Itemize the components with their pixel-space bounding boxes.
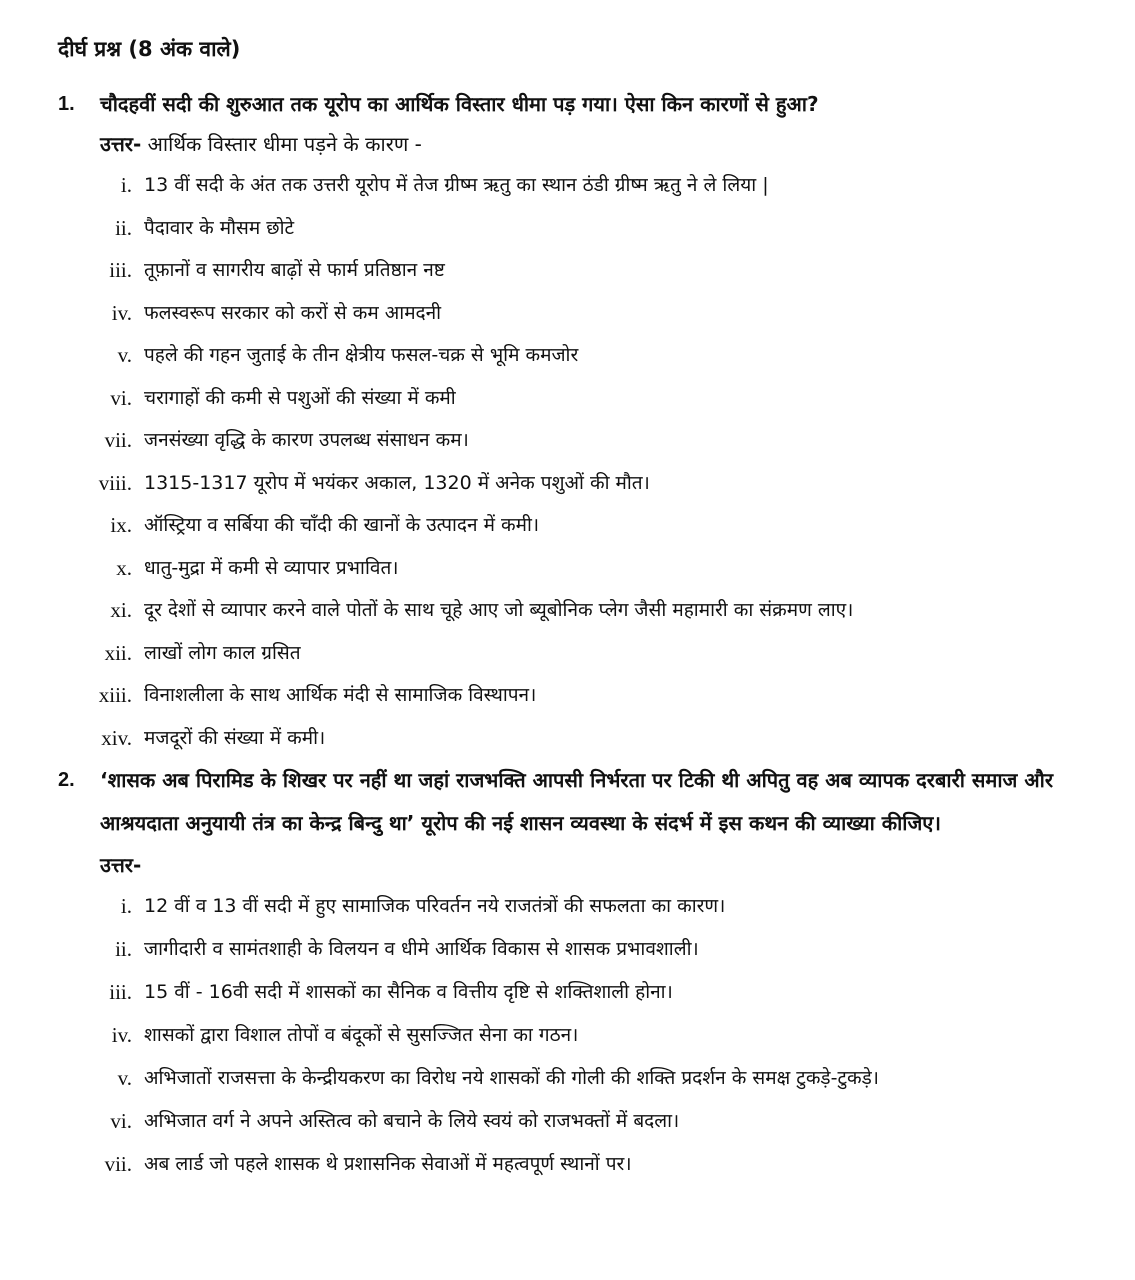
item-number: i. (120, 173, 132, 197)
list-item (58, 377, 1115, 420)
question-2 (58, 759, 1115, 1186)
item-text: पैदावार के मौसम छोटे (144, 216, 295, 239)
question-2-heading (58, 759, 1115, 845)
item-number: i. (120, 894, 132, 918)
list-item (58, 334, 1115, 377)
list-item (58, 1143, 1115, 1186)
list-item (58, 207, 1115, 250)
item-number: iii. (109, 980, 132, 1004)
item-number: ii. (115, 215, 132, 240)
item-number: iv. (111, 300, 132, 325)
question-1-heading (58, 84, 1115, 124)
item-number: v. (117, 1066, 132, 1090)
item-text: जागीदारी व सामंतशाही के विलयन व धीमे आर्थिक विकास से शासक प्रभावशाली। (144, 938, 699, 960)
list-item (58, 674, 1115, 717)
answer-intro: आर्थिक विस्तार धीमा पड़ने के कारण - (141, 132, 422, 156)
list-item (58, 1057, 1115, 1100)
section-title: दीर्घ प्रश्न (8 अंक वाले) (58, 37, 241, 61)
list-item (58, 1014, 1115, 1057)
item-number: iii. (109, 258, 132, 282)
question-text: चौदहवीं सदी की शुरुआत तक यूरोप का आर्थिक विस्तार धीमा पड़ गया। ऐसा किन कारणों से हुआ? (100, 92, 819, 116)
item-text: पहले की गहन जुताई के तीन क्षेत्रीय फसल-चक्र से भूमि कमजोर (144, 344, 579, 366)
question-number: 2. (58, 769, 75, 791)
answer-label-row (100, 124, 1115, 164)
answer-label: उत्तर- (100, 132, 142, 156)
item-text: 1315-1317 यूरोप में भयंकर अकाल, 1320 में अनेक पशुओं की मौत। (144, 471, 650, 494)
item-text: तूफ़ानों व सागरीय बाढ़ों से फार्म प्रतिष्ठान नष्ट (144, 259, 445, 281)
list-item (58, 164, 1115, 207)
item-text: 12 वीं व 13 वीं सदी में हुए सामाजिक परिवर्तन नये राजतंत्रों की सफलता का कारण। (144, 895, 726, 917)
list-item (58, 589, 1115, 632)
item-number: xiii. (98, 683, 132, 707)
item-text: अब लार्ड जो पहले शासक थे प्रशासनिक सेवाओं में महत्वपूर्ण स्थानों पर। (144, 1153, 632, 1175)
question-number: 1. (58, 93, 75, 115)
list-item (58, 547, 1115, 590)
list-item (58, 504, 1115, 547)
answer-label: उत्तर- (100, 853, 142, 877)
item-number: viii. (98, 470, 132, 495)
list-item (58, 462, 1115, 505)
item-number: iv. (111, 1023, 132, 1047)
list-item (58, 1100, 1115, 1143)
question-text: ‘शासक अब पिरामिड के शिखर पर नहीं था जहां राजभक्ति आपसी निर्भरता पर टिकी थी अपितु वह अब व्यापक दरबारी समाज और आश्रयदाता अनुयायी तंत्र का केन्द्र बिन्दु था’ यूरोप की नई शासन व्यवस्था के संदर्भ में इस कथन की व्याख्या कीजिए। (100, 768, 1053, 835)
item-number: xi. (110, 598, 132, 622)
item-text: फलस्वरूप सरकार को करों से कम आमदनी (144, 301, 442, 324)
item-number: x. (116, 555, 132, 580)
question-1 (58, 84, 1115, 759)
list-item (58, 632, 1115, 675)
item-text: अभिजातों राजसत्ता के केन्द्रीयकरण का विरोध नये शासकों की गोली की शक्ति प्रदर्शन के समक्ष टुकड़े-टुकड़े। (144, 1067, 879, 1089)
item-text: धातु-मुद्रा में कमी से व्यापार प्रभावित। (144, 556, 399, 579)
item-number: xiv. (101, 725, 132, 750)
item-number: vi. (110, 1109, 132, 1133)
item-text: अभिजात वर्ग ने अपने अस्तित्व को बचाने के लिये स्वयं को राजभक्तों में बदला। (144, 1110, 680, 1132)
item-number: xii. (104, 640, 132, 665)
answer-list (58, 885, 1115, 1186)
item-number: vi. (110, 385, 132, 410)
item-number: ix. (110, 513, 132, 537)
item-text: लाखों लोग काल ग्रसित (144, 641, 301, 664)
list-item (58, 971, 1115, 1014)
item-text: 13 वीं सदी के अंत तक उत्तरी यूरोप में तेज ग्रीष्म ऋतु का स्थान ठंडी ग्रीष्म ऋतु ने ले लिया | (144, 174, 769, 196)
item-text: जनसंख्या वृद्धि के कारण उपलब्ध संसाधन कम। (144, 429, 469, 451)
item-text: विनाशलीला के साथ आर्थिक मंदी से सामाजिक विस्थापन। (144, 684, 537, 706)
item-text: चरागाहों की कमी से पशुओं की संख्या में कमी (144, 386, 456, 409)
answer-label-row (100, 845, 1115, 885)
item-text: ऑस्ट्रिया व सर्बिया की चाँदी की खानों के उत्पादन में कमी। (144, 514, 540, 536)
list-item (58, 717, 1115, 760)
answer-list (58, 164, 1115, 759)
list-item (58, 419, 1115, 462)
list-item (58, 292, 1115, 335)
item-number: vii. (104, 1152, 132, 1176)
item-number: v. (117, 343, 132, 367)
item-text: शासकों द्वारा विशाल तोपों व बंदूकों से सुसज्जित सेना का गठन। (144, 1024, 579, 1046)
item-number: ii. (115, 937, 132, 961)
item-text: 15 वीं - 16वी सदी में शासकों का सैनिक व वित्तीय दृष्टि से शक्तिशाली होना। (144, 981, 673, 1003)
item-text: मजदूरों की संख्या में कमी। (144, 726, 326, 749)
list-item (58, 249, 1115, 292)
list-item (58, 928, 1115, 971)
list-item (58, 885, 1115, 928)
item-text: दूर देशों से व्यापार करने वाले पोतों के साथ चूहे आए जो ब्यूबोनिक प्लेग जैसी महामारी का संक्रमण लाए। (144, 599, 854, 621)
item-number: vii. (104, 428, 132, 452)
